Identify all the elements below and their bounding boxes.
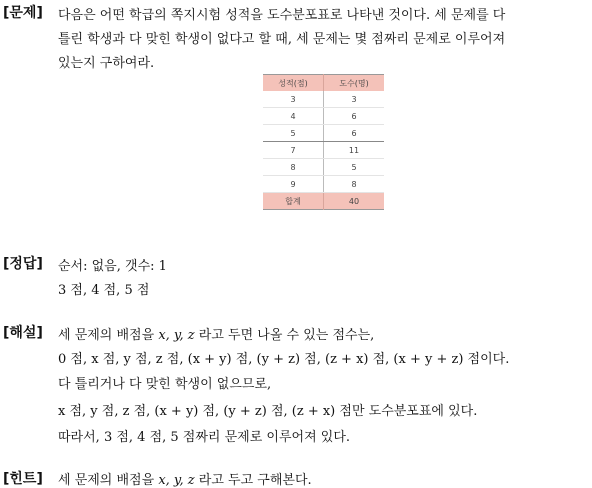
frequency-cell: 8 — [324, 176, 385, 193]
hint-tag: [힌트] — [3, 471, 43, 487]
score-cell: 3 — [263, 91, 324, 108]
solution-line-4: x 점, y 점, z 점, (x + y) 점, (y + z) 점, (z + x) 점만 도수분포표에 있다. — [58, 404, 478, 419]
table-row — [263, 125, 384, 142]
frequency-cell: 6 — [324, 108, 385, 125]
answer-line-2: 3 점, 4 점, 5 점 — [58, 283, 150, 298]
problem-tag: [문제] — [3, 5, 43, 21]
table-row — [263, 142, 384, 159]
problem-line-2: 틀린 학생과 다 맞힌 학생이 없다고 할 때, 세 문제는 몇 점짜리 문제로 이루어져 — [58, 32, 506, 47]
problem-line-1: 다음은 어떤 학급의 쪽지시험 성적을 도수분포표로 나타낸 것이다. 세 문제를 다 — [58, 8, 506, 23]
frequency-cell: 6 — [324, 125, 385, 142]
header-frequency: 도수(명) — [324, 75, 385, 92]
hint-line — [58, 469, 312, 488]
table-total-row — [263, 193, 384, 210]
total-label-cell: 합계 — [263, 193, 324, 210]
hint-variables: x, y, z — [158, 473, 195, 488]
frequency-cell: 5 — [324, 159, 385, 176]
solution-line-3: 다 틀리거나 다 맞힌 학생이 없으므로, — [58, 377, 272, 392]
table-row — [263, 176, 384, 193]
solution-tag: [해설] — [3, 325, 43, 341]
hint-line-start: 세 문제의 배점을 — [58, 473, 159, 488]
solution-line-2: 0 점, x 점, y 점, z 점, (x + y) 점, (y + z) 점, (z + x) 점, (x + y + z) 점이다. — [58, 352, 510, 367]
score-cell: 9 — [263, 176, 324, 193]
problem-line-3: 있는지 구하여라. — [58, 56, 155, 71]
answer-line-1: 순서: 없음, 갯수: 1 — [58, 259, 167, 274]
frequency-table — [263, 74, 384, 210]
answer-tag: [정답] — [3, 256, 43, 272]
score-cell: 8 — [263, 159, 324, 176]
total-value-cell: 40 — [324, 193, 385, 210]
solution-line-5: 따라서, 3 점, 4 점, 5 점짜리 문제로 이루어져 있다. — [58, 430, 351, 445]
solution-line-1-start: 세 문제의 배점을 — [58, 328, 159, 343]
table-row — [263, 159, 384, 176]
table-header-row — [263, 75, 384, 92]
table-row — [263, 91, 384, 108]
header-score: 성적(점) — [263, 75, 324, 92]
score-cell: 5 — [263, 125, 324, 142]
solution-line-1 — [58, 324, 374, 343]
score-cell: 4 — [263, 108, 324, 125]
frequency-cell: 3 — [324, 91, 385, 108]
solution-variables: x, y, z — [158, 328, 195, 343]
hint-line-end: 라고 두고 구해본다. — [194, 473, 312, 488]
frequency-cell: 11 — [324, 142, 385, 159]
table-row — [263, 108, 384, 125]
solution-line-1-end: 라고 두면 나올 수 있는 점수는, — [194, 328, 375, 343]
score-cell: 7 — [263, 142, 324, 159]
